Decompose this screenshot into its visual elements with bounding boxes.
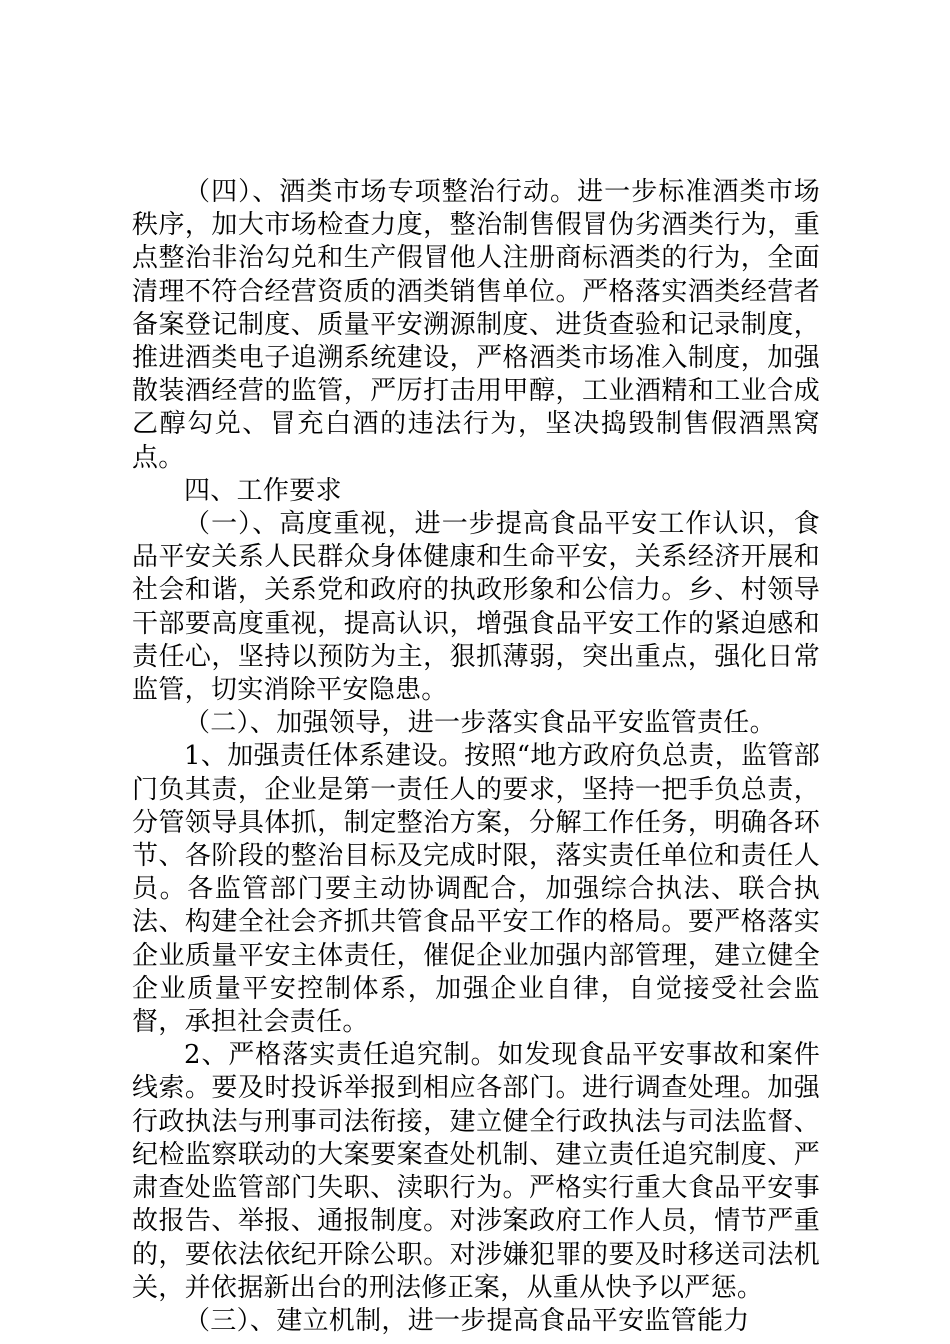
paragraph-high-attention: （一）、高度重视，进一步提高食品平安工作认识，食品平安关系人民群众身体健康和生命平安，关系经济开展和社会和谐，关系党和政府的执政形象和公信力。乡、村领导干部要高度重视，提高认识，增强食品平安工作的紧迫感和责任心，坚持以预防为主，狠抓薄弱，突出重点，强化日常监管，切实消除平安隐患。 [132,509,820,706]
paragraph-responsibility-system: 1、加强责任体系建设。按照“地方政府负总责，监管部门负其责，企业是第一责任人的要求，坚持一把手负总责，分管领导具体抓，制定整治方案，分解工作任务，明确各环节、各阶段的整治目标及完成时限，落实责任单位和责任人员。各监管部门要主动协调配合，加强综合执法、联合执法、构建全社会齐抓共管食品平安工作的格局。要严格落实企业质量平安主体责任，催促企业加强内部管理，建立健全企业质量平安控制体系，加强企业自律，自觉接受社会监督，承担社会责任。 [132,741,820,1038]
paragraph-establish-mechanism: （三）、建立机制，进一步提高食品平安监管能力 [184,1305,750,1336]
section-heading-work-requirements: 四、工作要求 [184,475,342,506]
paragraph-liquor-market-rectification: （四）、酒类市场专项整治行动。进一步标准酒类市场秩序，加大市场检查力度，整治制售假冒伪劣酒类行为，重点整治非治勾兑和生产假冒他人注册商标酒类的行为，全面清理不符合经营资质的酒类销售单位。严格落实酒类经营者备案登记制度、质量平安溯源制度、进货查验和记录制度，推进酒类电子追溯系统建设，严格酒类市场准入制度，加强散装酒经营的监管，严厉打击用甲醇，工业酒精和工业合成乙醇勾兑、冒充白酒的违法行为，坚决捣毁制售假酒黑窝点。 [132,177,820,473]
paragraph-accountability: 2、严格落实责任追究制。如发现食品平安事故和案件线索。要及时投诉举报到相应各部门。进行调查处理。加强行政执法与刑事司法衔接，建立健全行政执法与司法监督、纪检监察联动的大案要案查处机制、建立责任追究制度、严肃查处监管部门失职、渎职行为。严格实行重大食品平安事故报告、举报、通报制度。对涉案政府工作人员，情节严重的，要依法依纪开除公职。对涉嫌犯罪的要及时移送司法机关，并依据新出台的刑法修正案，从重从快予以严惩。 [132,1040,820,1303]
document-body [132,176,820,1338]
paragraph-strengthen-leadership: （二）、加强领导，进一步落实食品平安监管责任。 [184,708,776,739]
